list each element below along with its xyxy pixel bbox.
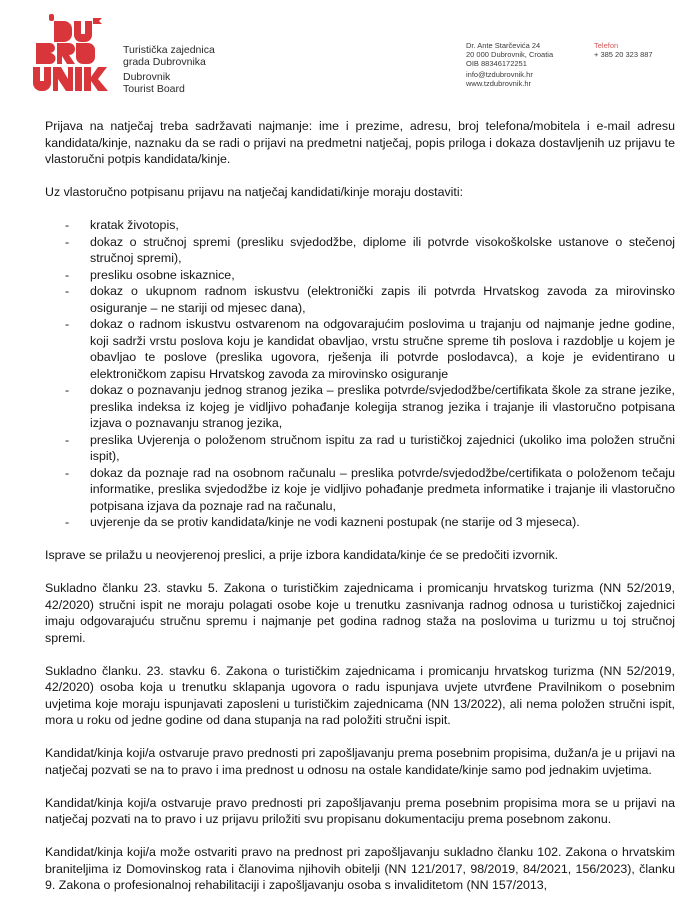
list-item: - presliku osobne iskaznice, bbox=[65, 267, 235, 282]
dash-bullet: - bbox=[65, 383, 70, 397]
oib: OIB 88346172251 bbox=[466, 59, 527, 68]
paragraph-sukladno-stavak-6: Sukladno članku. 23. stavku 6. Zakona o turističkim zajednicama i promicanju hrvatskog turizma (NN 52/2019, 42/2020) osoba koja u trenutku sklapanja ugovora o radu ispunjava uvjete utvrđene Pravilnikom o posebnim uvjetima koje moraju ispunjavati zaposleni u turističkim zajednicama (NN 13/2022), ali nema položen stručni ispit, mora u roku od jedne godine od dana stupanja na rad položiti stručni ispit. bbox=[45, 663, 675, 727]
org-name-line: Dubrovnik bbox=[123, 71, 171, 83]
list-item: - preslika Uvjerenja o položenom stručnom ispitu za rad u turističkoj zajednici (ukoliko ima položen stručni ispit), bbox=[65, 432, 675, 463]
phone-number: + 385 20 323 887 bbox=[594, 50, 653, 59]
address-line: 20 000 Dubrovnik, Croatia bbox=[466, 50, 554, 59]
list-item: - dokaz o ukupnom radnom iskustvu (elektronički zapis ili potvrda Hrvatskog zavoda za mirovinsko osiguranje – ne stariji od mjesec dana), bbox=[65, 284, 675, 315]
letterhead bbox=[0, 0, 698, 110]
org-name-line: Tourist Board bbox=[123, 82, 185, 95]
list-item: - dokaz o poznavanju jednog stranog jezika – preslika potvrde/svjedodžbe/certifikata škole za strane jezike, preslika indeksa iz kojeg je vidljivo pohađanje kolegija stranog jezika i trajanje ili vlastoručno potpisana izjava o poznavanju stranog jezika, bbox=[65, 383, 675, 430]
dash-bullet: - bbox=[65, 515, 70, 529]
list-item: - dokaz o stručnoj spremi (presliku svjedodžbe, diplome ili potvrde visokoškolske ustanove o stečenoj stručnoj spremi), bbox=[65, 234, 675, 265]
paragraph-prednost-1: Kandidat/kinja koji/a ostvaruje pravo prednosti pri zapošljavanju prema posebnim propisima, dužan/a je u prijavi na natječaj pozvati se na to pravo i ima prednost u odnosu na ostale kandidate/kinje samo pod jednakim uvjetima. bbox=[45, 746, 675, 777]
phone-label: Telefon bbox=[594, 41, 619, 50]
required-documents-list bbox=[45, 217, 675, 531]
paragraph-isprave: Isprave se prilažu u neovjerenoj preslici, a prije izbora kandidata/kinje će se predočiti izvornik. bbox=[45, 548, 559, 562]
list-item: - dokaz da poznaje rad na osobnom računalu – preslika potvrde/svjedodžbe/certifikata o položenom tečaju informatike, preslika svjedodžbe iz koje je vidljivo pohađanje predmeta informatike i trajanje ili vlastoručno potpisana izjava da poznaje rad na računalu, bbox=[65, 465, 675, 513]
dash-bullet: - bbox=[65, 317, 70, 331]
email-link[interactable]: info@tzdubrovnik.hr bbox=[466, 70, 533, 79]
paragraph-intro: Prijava na natječaj treba sadržavati najmanje: ime i prezime, adresu, broj telefona/mobitela i e-mail adresu kandidata/kinje, naznaku da se radi o prijavi na predmetni natječaj, popis priloga i dokaza dostavljenih uz prijavu te vlastoručni potpis kandidata/kinje. bbox=[45, 119, 675, 166]
website-link[interactable]: www.tzdubrovnik.hr bbox=[466, 79, 532, 88]
paragraph-prednost-2: Kandidat/kinja koji/a ostvaruje pravo prednosti pri zapošljavanju prema posebnim propisima mora se u prijavi na natječaj pozvati na to pravo i uz prijavu priložiti svu propisanu dokumentaciju prema posebnom zakonu. bbox=[45, 795, 675, 826]
organization-name bbox=[123, 45, 215, 95]
phone-block bbox=[594, 41, 653, 59]
dash-bullet: - bbox=[65, 432, 70, 447]
contact-block bbox=[466, 41, 553, 88]
org-name-line: grada Dubrovnika bbox=[123, 55, 206, 68]
dash-bullet: - bbox=[65, 218, 70, 232]
paragraph-prednost-3: Kandidat/kinja koji/a može ostvariti pravo na prednost pri zapošljavanju sukladno članku 102. Zakona o hrvatskim braniteljima iz Domovinskog rata i članovima njihovih obitelji (NN 121/2017, 98/2019, 84/2021, 156/2023), članku 9. Zakona o profesionalnoj rehabilitaciji i zapošljavanju osoba s invaliditetom (NN 157/2013, bbox=[45, 845, 675, 892]
paragraph-list-intro: Uz vlastoručno potpisanu prijavu na natječaj kandidati/kinje moraju dostaviti: bbox=[45, 185, 464, 199]
list-item: - dokaz o radnom iskustvu ostvarenom na odgovarajućim poslovima u trajanju od najmanje jedne godine, koji sadrži vrstu poslova koju je kandidat obavljao, vrstu stručne spreme tih poslova i razdoblje u kojem je obavljao te poslove (preslika ugovora, rješenja ili potvrde poslodavca), a koje je evidentirano u elektroničkom zapisu Hrvatskog zavoda za mirovinsko osiguranje bbox=[65, 317, 675, 381]
dash-bullet: - bbox=[65, 267, 70, 282]
list-item: - uvjerenje da se protiv kandidata/kinje ne vodi kazneni postupak (ne starije od 3 mjeseca). bbox=[65, 515, 580, 529]
dash-bullet: - bbox=[65, 234, 70, 249]
list-item: - kratak životopis, bbox=[65, 218, 179, 232]
dubrovnik-logo-icon bbox=[30, 12, 110, 96]
dash-bullet: - bbox=[65, 284, 70, 298]
dash-bullet: - bbox=[65, 465, 70, 480]
address-line: Dr. Ante Starčevića 24 bbox=[466, 41, 541, 50]
paragraph-sukladno-stavak-5: Sukladno članku 23. stavku 5. Zakona o turističkim zajednicama i promicanju hrvatskog turizma (NN 52/2019, 42/2020) stručni ispit ne moraju polagati osobe koje u trenutku zasnivanja radnog odnosa u turističkoj zajednici imaju odgovarajuću stručnu spremu i najmanje pet godina radnog staža na poslovima u turizmu u toj stručnoj spremi. bbox=[45, 581, 675, 645]
org-name-line: Turistička zajednica bbox=[123, 44, 215, 56]
document-body bbox=[45, 118, 675, 910]
